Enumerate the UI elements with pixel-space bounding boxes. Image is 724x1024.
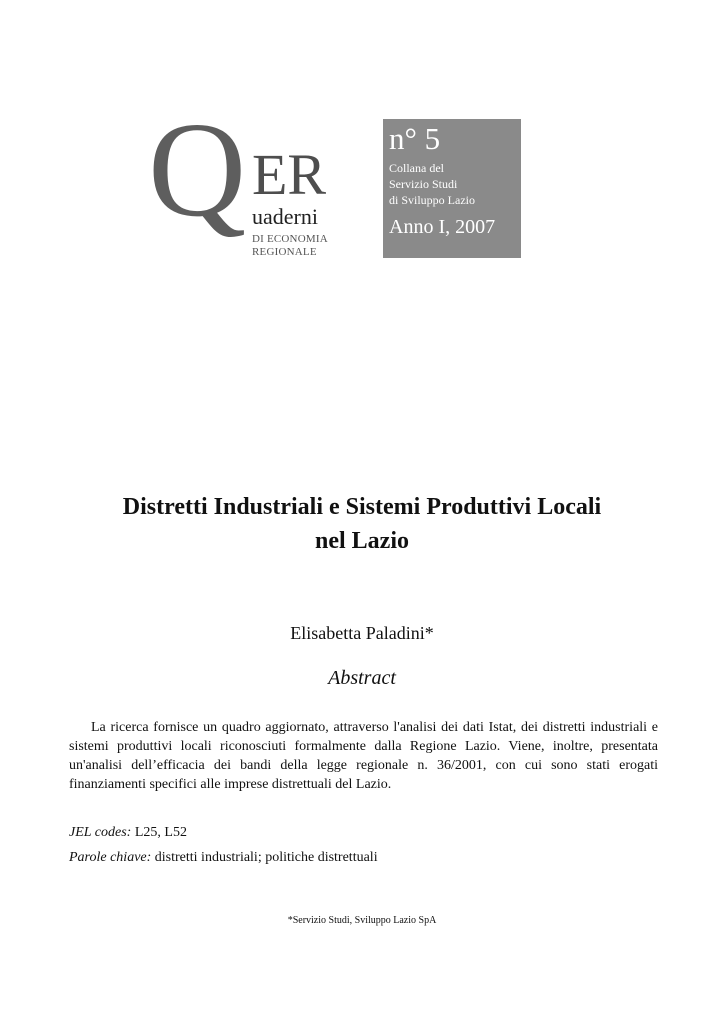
- keywords: [69, 850, 378, 866]
- abstract-text: La ricerca fornisce un quadro aggiornato, attraverso l'analisi dei dati Istat, dei distretti industriali e sistemi produttivi locali riconosciuti formalmente dalla Regione Lazio. Viene, inoltre, presentata un'analisi dell’efficacia dei bandi della legge regionale n. 36/2001, con cui sono stati erogati finanziamenti specifici alle imprese distrettuali del Lazio.: [69, 720, 658, 792]
- paper-title-line1: Distretti Industriali e Sistemi Produttivi Locali: [122, 494, 602, 520]
- logo-word-uaderni: uaderni: [252, 204, 318, 229]
- qer-logo: [148, 95, 348, 262]
- paper-title-line2: nel Lazio: [315, 528, 409, 554]
- jel-codes-label: JEL codes:: [69, 825, 132, 840]
- paper-title: [50, 490, 674, 558]
- keywords-value: distretti industriali; politiche distrettuali: [154, 850, 378, 865]
- keywords-label: Parole chiave:: [69, 850, 152, 865]
- abstract-heading: Abstract: [328, 667, 396, 689]
- issue-badge: [383, 119, 521, 258]
- jel-codes: [69, 825, 187, 841]
- author-name: Elisabetta Paladini*: [290, 623, 434, 643]
- logo-subtitle-line2: REGIONALE: [252, 246, 317, 258]
- series-name: [389, 160, 515, 208]
- logo-subtitle: [252, 233, 328, 259]
- author-affiliation-footnote: *Servizio Studi, Sviluppo Lazio SpA: [287, 915, 437, 926]
- issue-number: n° 5: [389, 121, 441, 156]
- issue-year: Anno I, 2007: [389, 216, 496, 238]
- logo-letters-er: ER: [252, 142, 327, 207]
- jel-codes-value: L25, L52: [134, 825, 187, 840]
- series-line2: Servizio Studi: [389, 177, 458, 191]
- logo-subtitle-line1: DI ECONOMIA: [252, 233, 328, 245]
- series-line1: Collana del: [389, 161, 444, 175]
- logo-letter-q: Q: [148, 95, 247, 245]
- series-line3: di Sviluppo Lazio: [389, 193, 475, 207]
